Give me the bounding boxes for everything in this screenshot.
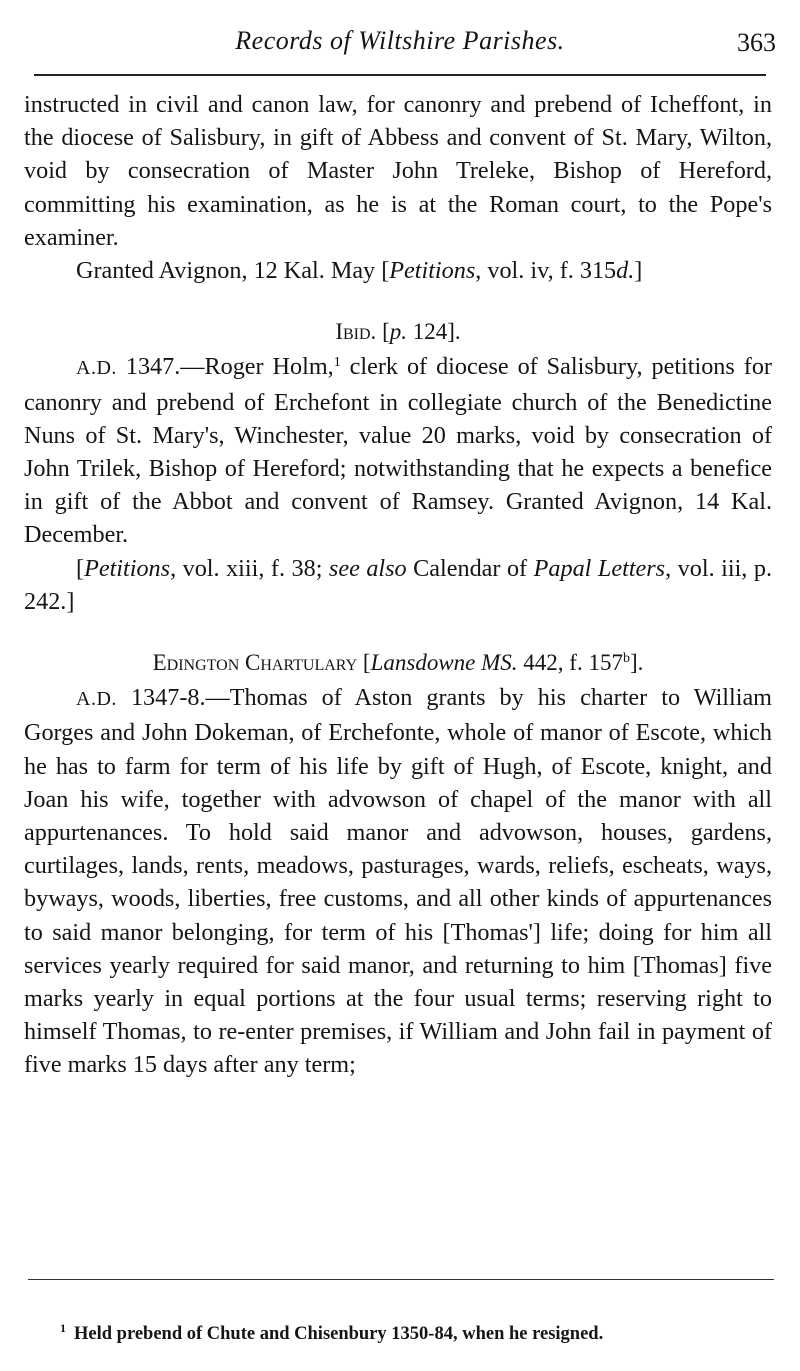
ref-end: , vol. iii, p. 242.] — [24, 554, 772, 615]
entry-1347-paragraph — [24, 350, 772, 551]
footnote — [60, 1316, 760, 1346]
ibid-bracket: [ — [376, 319, 390, 345]
section-heading-ibid — [24, 315, 772, 348]
ibid-p: p. — [389, 319, 407, 345]
ref-see-also: see also — [328, 554, 407, 582]
granted-ref-petitions: Petitions — [389, 257, 476, 285]
footnote-rule — [28, 1279, 774, 1280]
footnote-text: Held prebend of Chute and Chisenbury 1350-84, when he resigned. — [74, 1324, 604, 1344]
ref-petitions: Petitions — [84, 554, 171, 582]
ref-open: [ — [76, 554, 85, 582]
granted-line — [24, 254, 772, 287]
edington-close: ]. — [629, 650, 644, 676]
entry-1347-reference — [24, 552, 772, 618]
page-number: 363 — [737, 28, 776, 57]
running-head — [0, 26, 800, 62]
edington-ms: Lansdowne MS. — [370, 650, 518, 676]
granted-ref-rest: , vol. iv, f. 315 — [475, 257, 617, 285]
ibid-label: Ibid. — [335, 319, 377, 345]
continuation-paragraph — [24, 88, 772, 254]
footnote-reference: 1 — [333, 355, 341, 371]
ref-calendar: Calendar of — [406, 554, 534, 582]
header-rule — [34, 74, 766, 76]
ref-mid: , vol. xiii, f. 38; — [170, 554, 329, 582]
granted-ref-d: d. — [616, 257, 635, 285]
entry-1347-text-b: clerk of diocese of Salisbury, petitions for canonry and prebend of Erchefont in collegiate church of the Benedictine Nuns of St. Mary's, Winchester, value 20 marks, void by consecration of John Trilek, Bishop of Hereford; notwithstanding that he expects a benefice in gift of the Abbot and convent of Ramsey. Granted Avignon, 14 Kal. December. — [24, 353, 772, 549]
ad-label-2: A.D. — [76, 688, 117, 711]
body-text — [24, 88, 772, 1082]
footnote-mark: 1 — [60, 1321, 66, 1335]
edington-label: Edington Chartulary — [152, 650, 358, 676]
edington-sup: b — [622, 651, 630, 667]
entry-1347-8-text: 1347-8.—Thomas of Aston grants by his charter to William Gorges and John Dokeman, of Erchefonte, whole of manor of Escote, which he has to farm for term of his life by gift of Hugh, of Escote, knight, and Joan his wife, together with advowson of chapel of the manor with all appurtenances. To hold said manor and advowson, houses, gardens, curtilages, lands, rents, meadows, pasturages, wards, reliefs, escheats, ways, byways, woods, liberties, free customs, and all other kinds of appurtenances to said manor belonging, for term of his [Thomas'] life; doing for him all services yearly required for said manor, and returning to him [Thomas] five marks yearly in equal portions at the four usual terms; reserving right to himself Thomas, to re-enter premises, if William and John fail in payment of five marks 15 days after any term; — [24, 684, 772, 1079]
entry-1347-8-paragraph — [24, 681, 772, 1081]
continuation-text: instructed in civil and canon law, for canonry and prebend of Icheffont, in the diocese of Salisbury, in gift of Abbess and convent of St. Mary, Wilton, void by consecration of Master John Treleke, Bishop of Hereford, committing his examination, as he is at the Roman court, to the Pope's examiner. — [24, 91, 772, 251]
ad-label: A.D. — [76, 357, 117, 380]
edington-folio: 442, f. 157 — [517, 650, 623, 676]
edington-bracket: [ — [357, 650, 371, 676]
granted-text: Granted Avignon, 12 Kal. May [ — [76, 257, 390, 285]
entry-1347-text-a: 1347.—Roger Holm, — [116, 353, 334, 381]
section-heading-edington — [24, 646, 772, 679]
running-title: Records of Wiltshire Parishes. — [235, 26, 565, 55]
ibid-page: 124]. — [406, 319, 461, 345]
granted-close: ] — [634, 257, 643, 285]
ref-papal-letters: Papal Letters — [533, 554, 666, 582]
